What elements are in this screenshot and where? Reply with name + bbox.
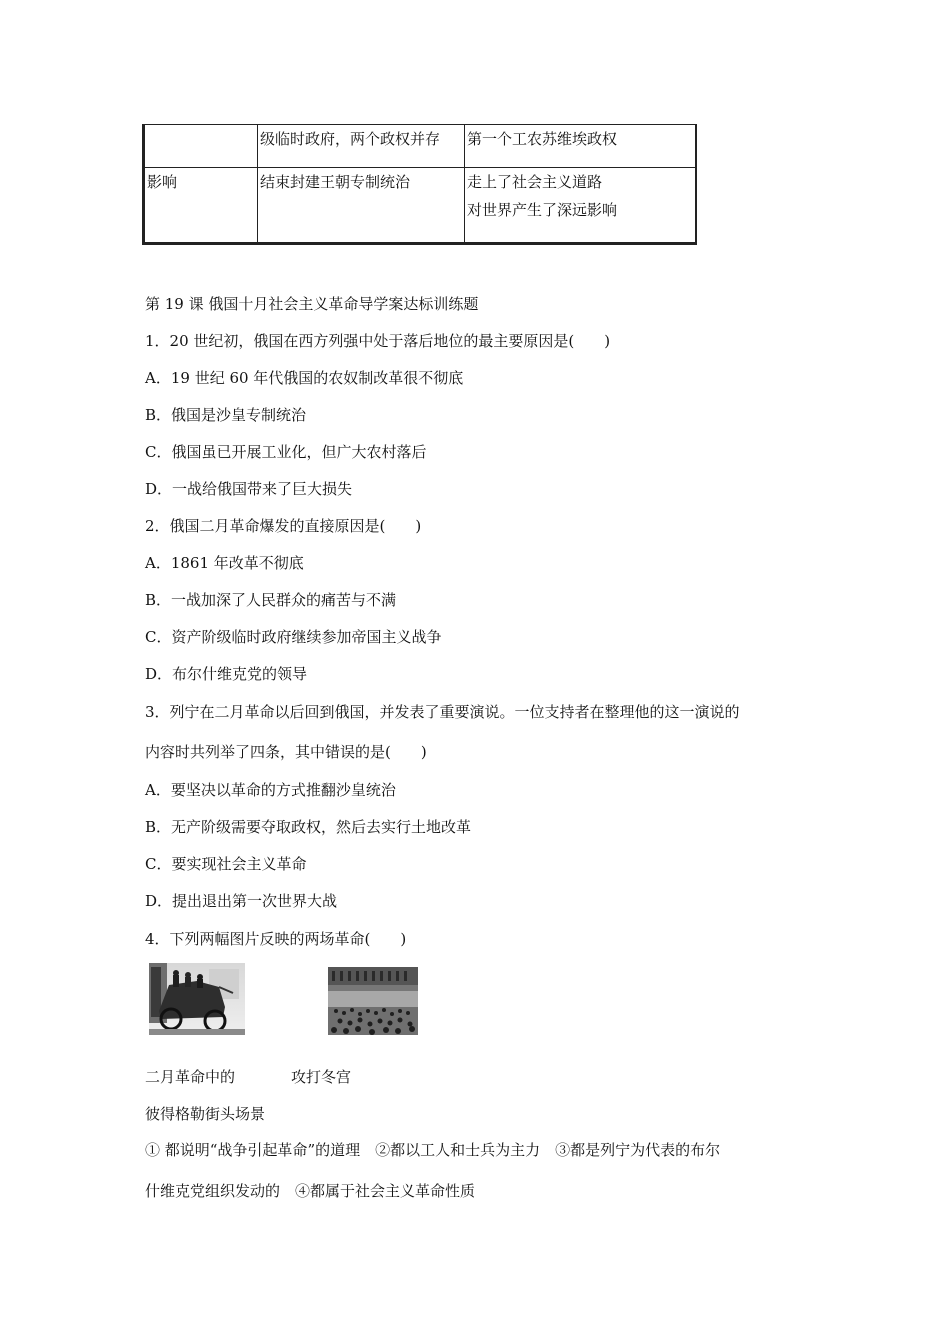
question-1-option-a: A．19 世纪 60 年代俄国的农奴制改革很不彻底 [145,369,464,387]
question-2-option-d: D．布尔什维克党的领导 [145,665,308,683]
question-2-option-c: C．资产阶级临时政府继续参加帝国主义战争 [145,628,442,646]
question-1-option-d: D．一战给俄国带来了巨大损失 [145,480,353,498]
table-cell [465,168,697,244]
photo-1-caption-line-1: 二月革命中的 [145,1068,236,1086]
storming-winter-palace-photo [328,967,418,1035]
question-2-stem: 2．俄国二月革命爆发的直接原因是( ) [145,517,422,535]
table-cell [144,125,258,168]
photo-2-caption: 攻打冬宫 [291,1068,352,1086]
question-3-option-d: D．提出退出第一次世界大战 [145,892,338,910]
table-cell: 级临时政府，两个政权并存 [258,125,465,168]
question-3-stem-line-2: 内容时共列举了四条，其中错误的是( ) [145,743,427,761]
question-4-stem: 4．下列两幅图片反映的两场革命( ) [145,930,407,948]
table-row [144,125,697,168]
table-cell: 第一个工农苏维埃政权 [465,125,697,168]
question-2-option-b: B．一战加深了人民群众的痛苦与不满 [145,591,397,609]
question-2-option-a: A．1861 年改革不彻底 [145,554,304,572]
photo-1-caption-line-2: 彼得格勒街头场景 [145,1105,266,1123]
question-4-options-line-2: 什维克党组织发动的 ④都属于社会主义革命性质 [145,1182,476,1200]
table-cell-line: 走上了社会主义道路 [467,173,603,191]
question-3-option-c: C．要实现社会主义革命 [145,855,307,873]
table-cell: 结束封建王朝专制统治 [258,168,465,244]
question-3-stem-line-1: 3．列宁在二月革命以后回到俄国，并发表了重要演说。一位支持者在整理他的这一演说的 [145,703,740,721]
question-4-options-line-1: ① 都说明“战争引起革命”的道理 ②都以工人和士兵为主力 ③都是列宁为代表的布尔 [145,1141,721,1159]
table-cell-label: 影响 [144,168,258,244]
comparison-table [142,124,697,245]
question-1-stem: 1．20 世纪初，俄国在西方列强中处于落后地位的最主要原因是( ) [145,332,611,350]
lesson-title: 第 19 课 俄国十月社会主义革命导学案达标训练题 [145,295,479,313]
february-revolution-photo [149,963,245,1035]
question-1-option-c: C．俄国虽已开展工业化，但广大农村落后 [145,443,427,461]
table-row [144,168,697,244]
question-3-option-a: A．要坚决以革命的方式推翻沙皇统治 [145,781,396,799]
table-cell-line: 对世界产生了深远影响 [467,201,618,219]
question-1-option-b: B．俄国是沙皇专制统治 [145,406,307,424]
question-3-option-b: B．无产阶级需要夺取政权，然后去实行土地改革 [145,818,472,836]
